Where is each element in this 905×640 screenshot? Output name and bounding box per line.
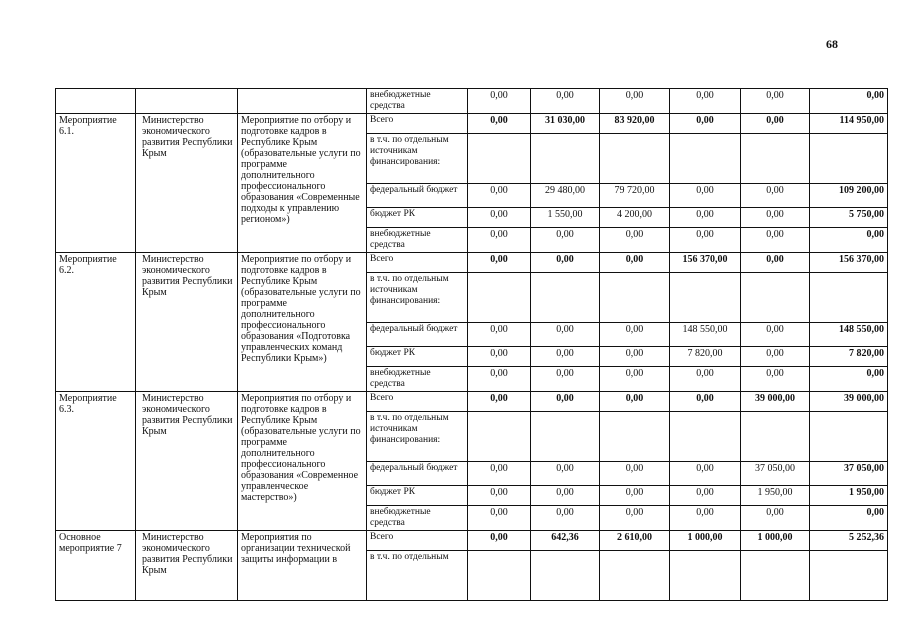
executor-cell: Министерство экономического развития Республики Крым bbox=[136, 253, 238, 392]
source-cell: внебюджетные средства bbox=[367, 367, 468, 392]
total-cell: 7 820,00 bbox=[810, 347, 888, 367]
value-cell: 0,00 bbox=[468, 208, 531, 228]
total-cell: 1 950,00 bbox=[810, 486, 888, 506]
value-cell: 0,00 bbox=[531, 253, 600, 273]
source-cell: федеральный бюджет bbox=[367, 184, 468, 208]
value-cell: 0,00 bbox=[600, 462, 670, 486]
source-cell: в т.ч. по отдельным bbox=[367, 551, 468, 601]
total-cell bbox=[810, 273, 888, 323]
value-cell: 0,00 bbox=[468, 392, 531, 412]
value-cell: 0,00 bbox=[670, 114, 741, 134]
total-cell bbox=[810, 412, 888, 462]
value-cell: 0,00 bbox=[670, 208, 741, 228]
value-cell: 0,00 bbox=[468, 367, 531, 392]
value-cell: 0,00 bbox=[600, 367, 670, 392]
source-cell: внебюджетные средства bbox=[367, 506, 468, 531]
value-cell: 0,00 bbox=[531, 89, 600, 114]
value-cell: 2 610,00 bbox=[600, 531, 670, 551]
value-cell bbox=[670, 412, 741, 462]
value-cell: 0,00 bbox=[670, 228, 741, 253]
value-cell: 0,00 bbox=[600, 506, 670, 531]
total-cell: 148 550,00 bbox=[810, 323, 888, 347]
value-cell bbox=[531, 412, 600, 462]
value-cell: 0,00 bbox=[600, 323, 670, 347]
code-cell: Основное мероприятие 7 bbox=[56, 531, 136, 601]
value-cell: 0,00 bbox=[600, 228, 670, 253]
value-cell: 0,00 bbox=[741, 506, 810, 531]
total-cell bbox=[810, 134, 888, 184]
value-cell bbox=[531, 551, 600, 601]
value-cell: 0,00 bbox=[670, 89, 741, 114]
value-cell: 0,00 bbox=[468, 114, 531, 134]
value-cell: 4 200,00 bbox=[600, 208, 670, 228]
value-cell: 0,00 bbox=[670, 392, 741, 412]
source-cell: бюджет РК bbox=[367, 486, 468, 506]
value-cell: 0,00 bbox=[741, 323, 810, 347]
executor-cell bbox=[136, 89, 238, 114]
value-cell: 0,00 bbox=[741, 253, 810, 273]
value-cell: 0,00 bbox=[531, 392, 600, 412]
value-cell: 31 030,00 bbox=[531, 114, 600, 134]
source-cell: внебюджетные средства bbox=[367, 89, 468, 114]
value-cell: 0,00 bbox=[531, 228, 600, 253]
value-cell: 1 550,00 bbox=[531, 208, 600, 228]
value-cell: 39 000,00 bbox=[741, 392, 810, 412]
value-cell: 1 000,00 bbox=[741, 531, 810, 551]
value-cell: 1 950,00 bbox=[741, 486, 810, 506]
value-cell: 0,00 bbox=[468, 347, 531, 367]
value-cell bbox=[670, 134, 741, 184]
value-cell: 7 820,00 bbox=[670, 347, 741, 367]
value-cell: 79 720,00 bbox=[600, 184, 670, 208]
value-cell: 0,00 bbox=[531, 462, 600, 486]
value-cell: 0,00 bbox=[741, 208, 810, 228]
value-cell: 0,00 bbox=[600, 89, 670, 114]
total-cell: 37 050,00 bbox=[810, 462, 888, 486]
value-cell bbox=[670, 551, 741, 601]
value-cell: 0,00 bbox=[468, 228, 531, 253]
table-row bbox=[56, 253, 888, 273]
value-cell: 0,00 bbox=[600, 486, 670, 506]
value-cell: 0,00 bbox=[741, 184, 810, 208]
code-cell: Мероприятие 6.1. bbox=[56, 114, 136, 253]
value-cell: 0,00 bbox=[531, 486, 600, 506]
value-cell bbox=[468, 412, 531, 462]
source-cell: федеральный бюджет bbox=[367, 462, 468, 486]
source-cell: Всего bbox=[367, 253, 468, 273]
code-cell: Мероприятие 6.3. bbox=[56, 392, 136, 531]
value-cell: 29 480,00 bbox=[531, 184, 600, 208]
description-cell: Мероприятия по отбору и подготовке кадров в Республике Крым (образовательные услуги по программе дополнительного профессионального образования «Современное управленческое мастерство») bbox=[238, 392, 367, 531]
value-cell: 0,00 bbox=[468, 531, 531, 551]
total-cell: 114 950,00 bbox=[810, 114, 888, 134]
value-cell bbox=[468, 273, 531, 323]
value-cell: 0,00 bbox=[468, 89, 531, 114]
value-cell: 0,00 bbox=[741, 228, 810, 253]
source-cell: внебюджетные средства bbox=[367, 228, 468, 253]
value-cell: 0,00 bbox=[670, 486, 741, 506]
total-cell: 5 252,36 bbox=[810, 531, 888, 551]
total-cell: 5 750,00 bbox=[810, 208, 888, 228]
total-cell: 0,00 bbox=[810, 367, 888, 392]
value-cell: 0,00 bbox=[741, 347, 810, 367]
total-cell: 0,00 bbox=[810, 89, 888, 114]
table-row bbox=[56, 89, 888, 114]
source-cell: в т.ч. по отдельным источникам финансирования: bbox=[367, 412, 468, 462]
source-cell: в т.ч. по отдельным источникам финансирования: bbox=[367, 134, 468, 184]
value-cell: 0,00 bbox=[741, 89, 810, 114]
value-cell: 642,36 bbox=[531, 531, 600, 551]
value-cell: 148 550,00 bbox=[670, 323, 741, 347]
value-cell: 0,00 bbox=[600, 392, 670, 412]
value-cell bbox=[741, 551, 810, 601]
source-cell: в т.ч. по отдельным источникам финансирования: bbox=[367, 273, 468, 323]
value-cell: 0,00 bbox=[531, 506, 600, 531]
total-cell bbox=[810, 551, 888, 601]
code-cell: Мероприятие 6.2. bbox=[56, 253, 136, 392]
value-cell: 0,00 bbox=[670, 462, 741, 486]
total-cell: 0,00 bbox=[810, 506, 888, 531]
value-cell bbox=[670, 273, 741, 323]
total-cell: 39 000,00 bbox=[810, 392, 888, 412]
value-cell: 0,00 bbox=[741, 114, 810, 134]
budget-table bbox=[55, 88, 888, 601]
source-cell: Всего bbox=[367, 531, 468, 551]
total-cell: 0,00 bbox=[810, 228, 888, 253]
value-cell: 0,00 bbox=[468, 253, 531, 273]
executor-cell: Министерство экономического развития Республики Крым bbox=[136, 531, 238, 601]
source-cell: бюджет РК bbox=[367, 347, 468, 367]
source-cell: Всего bbox=[367, 392, 468, 412]
value-cell bbox=[531, 134, 600, 184]
value-cell bbox=[468, 551, 531, 601]
value-cell: 0,00 bbox=[468, 323, 531, 347]
value-cell: 0,00 bbox=[670, 184, 741, 208]
value-cell: 0,00 bbox=[468, 486, 531, 506]
value-cell: 0,00 bbox=[468, 506, 531, 531]
description-cell: Мероприятие по отбору и подготовке кадров в Республике Крым (образовательные услуги по программе дополнительного профессионального образования «Подготовка управленческих команд Республики Крым») bbox=[238, 253, 367, 392]
value-cell bbox=[741, 134, 810, 184]
value-cell: 37 050,00 bbox=[741, 462, 810, 486]
value-cell bbox=[600, 134, 670, 184]
page-number: 68 bbox=[826, 37, 838, 51]
value-cell bbox=[531, 273, 600, 323]
value-cell bbox=[600, 412, 670, 462]
value-cell bbox=[600, 551, 670, 601]
table-row bbox=[56, 114, 888, 134]
source-cell: бюджет РК bbox=[367, 208, 468, 228]
value-cell: 0,00 bbox=[670, 506, 741, 531]
value-cell bbox=[468, 134, 531, 184]
total-cell: 109 200,00 bbox=[810, 184, 888, 208]
value-cell: 83 920,00 bbox=[600, 114, 670, 134]
code-cell bbox=[56, 89, 136, 114]
value-cell: 0,00 bbox=[670, 367, 741, 392]
executor-cell: Министерство экономического развития Республики Крым bbox=[136, 114, 238, 253]
source-cell: федеральный бюджет bbox=[367, 323, 468, 347]
value-cell: 0,00 bbox=[468, 462, 531, 486]
executor-cell: Министерство экономического развития Республики Крым bbox=[136, 392, 238, 531]
value-cell bbox=[741, 412, 810, 462]
description-cell bbox=[238, 89, 367, 114]
value-cell: 0,00 bbox=[741, 367, 810, 392]
description-cell: Мероприятие по отбору и подготовке кадров в Республике Крым (образовательные услуги по программе дополнительного профессионального образования «Современные подходы к управлению регионом») bbox=[238, 114, 367, 253]
description-cell: Мероприятия по организации технической защиты информации в bbox=[238, 531, 367, 601]
value-cell: 0,00 bbox=[600, 347, 670, 367]
value-cell: 0,00 bbox=[531, 347, 600, 367]
value-cell: 0,00 bbox=[600, 253, 670, 273]
value-cell: 0,00 bbox=[531, 367, 600, 392]
table-row bbox=[56, 531, 888, 551]
value-cell: 0,00 bbox=[468, 184, 531, 208]
value-cell: 0,00 bbox=[531, 323, 600, 347]
total-cell: 156 370,00 bbox=[810, 253, 888, 273]
value-cell bbox=[741, 273, 810, 323]
table-row bbox=[56, 392, 888, 412]
value-cell: 156 370,00 bbox=[670, 253, 741, 273]
value-cell: 1 000,00 bbox=[670, 531, 741, 551]
value-cell bbox=[600, 273, 670, 323]
source-cell: Всего bbox=[367, 114, 468, 134]
